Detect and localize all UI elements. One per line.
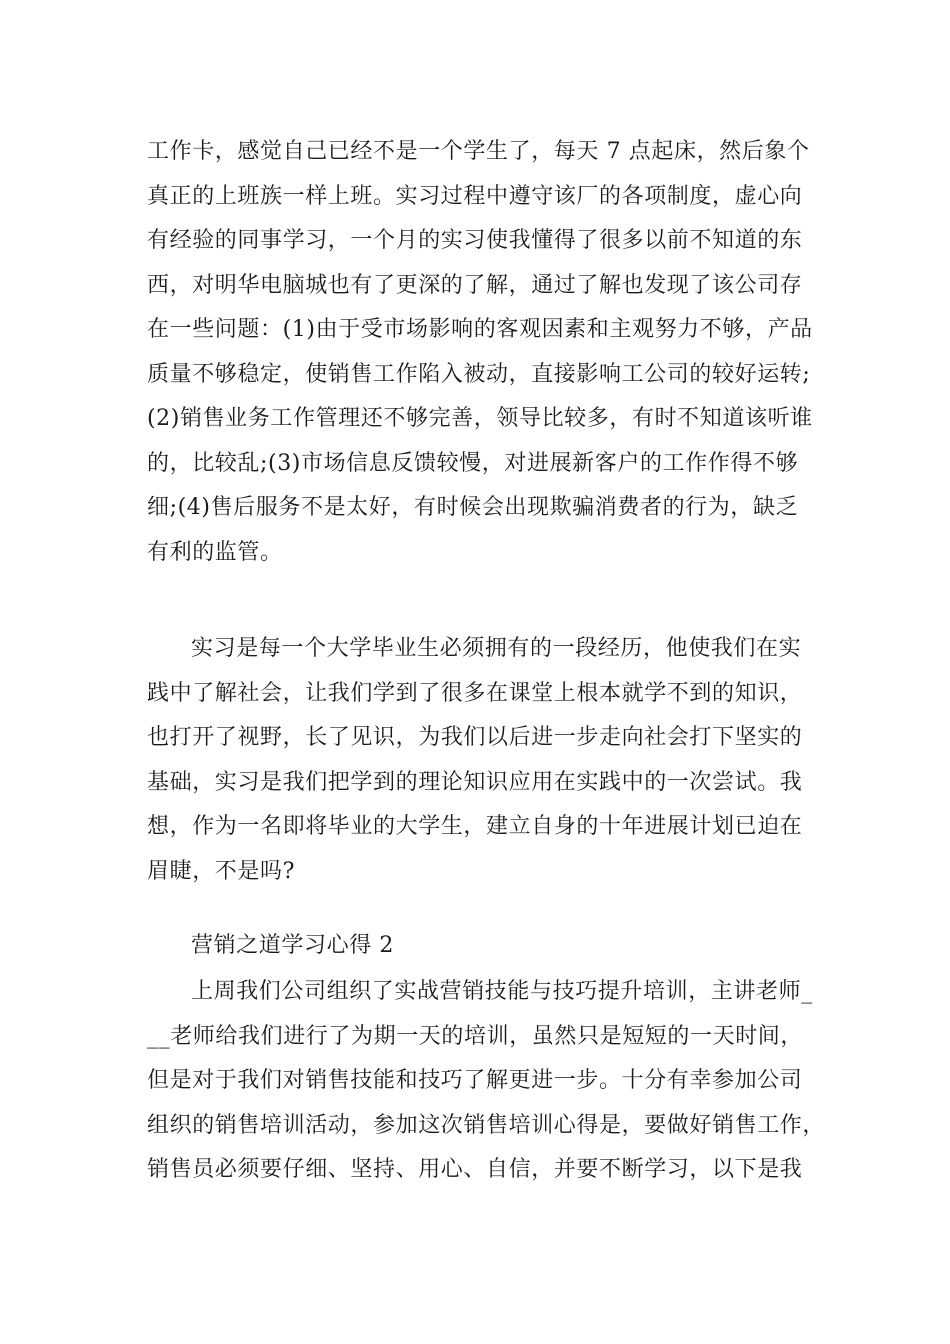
text-line: 但是对于我们对销售技能和技巧了解更进一步。十分有幸参加公司 bbox=[147, 1068, 803, 1093]
text-line: 眉睫，不是吗? bbox=[147, 858, 295, 884]
text-line: 也打开了视野，长了见识，为我们以后进一步走向社会打下坚实的 bbox=[147, 725, 803, 750]
text-line: 在一些问题：(1)由于受市场影响的客观因素和主观努力不够，产品 bbox=[147, 317, 813, 342]
text-line: 基础，实习是我们把学到的理论知识应用在实践中的一次尝试。我 bbox=[147, 769, 803, 795]
text-line: 上周我们公司组织了实战营销技能与技巧提升培训，主讲老师_ bbox=[191, 979, 813, 1004]
text-line: (2)销售业务工作管理还不够完善，领导比较多，有时不知道该听谁 bbox=[147, 406, 813, 431]
text-line: 组织的销售培训活动，参加这次销售培训心得是，要做好销售工作， bbox=[147, 1112, 826, 1138]
heading-text: 营销之道学习心得 2 bbox=[191, 933, 394, 958]
text-line: 有经验的同事学习，一个月的实习使我懂得了很多以前不知道的东 bbox=[147, 228, 803, 253]
text-line: 质量不够稳定，使销售工作陷入被动，直接影响工公司的较好运转; bbox=[147, 361, 811, 387]
paragraph-sales-training bbox=[147, 970, 827, 1193]
paragraph-internship-experience bbox=[147, 130, 827, 575]
paragraph-internship-reflection bbox=[147, 627, 827, 894]
text-line: 工作卡，感觉自己已经不是一个学生了，每天 7 点起床，然后象个 bbox=[147, 139, 810, 164]
text-line: __老师给我们进行了为期一天的培训，虽然只是短短的一天时间， bbox=[147, 1023, 804, 1049]
text-line: 销售员必须要仔细、坚持、用心、自信，并要不断学习，以下是我 bbox=[147, 1157, 803, 1182]
section-heading bbox=[147, 924, 827, 969]
text-line: 想，作为一名即将毕业的大学生，建立自身的十年进展计划已迫在 bbox=[147, 814, 803, 839]
text-line: 细;(4)售后服务不是太好，有时候会出现欺骗消费者的行为，缺乏 bbox=[147, 495, 799, 520]
text-line: 有利的监管。 bbox=[147, 539, 283, 565]
text-line: 真正的上班族一样上班。实习过程中遵守该厂的各项制度，虚心向 bbox=[147, 183, 803, 209]
text-line: 西，对明华电脑城也有了更深的了解，通过了解也发现了该公司存 bbox=[147, 272, 803, 298]
text-line: 践中了解社会，让我们学到了很多在课堂上根本就学不到的知识， bbox=[147, 680, 803, 706]
text-line: 的，比较乱;(3)市场信息反馈较慢，对进展新客户的工作作得不够 bbox=[147, 450, 799, 476]
text-line: 实习是每一个大学毕业生必须拥有的一段经历，他使我们在实 bbox=[191, 636, 802, 661]
